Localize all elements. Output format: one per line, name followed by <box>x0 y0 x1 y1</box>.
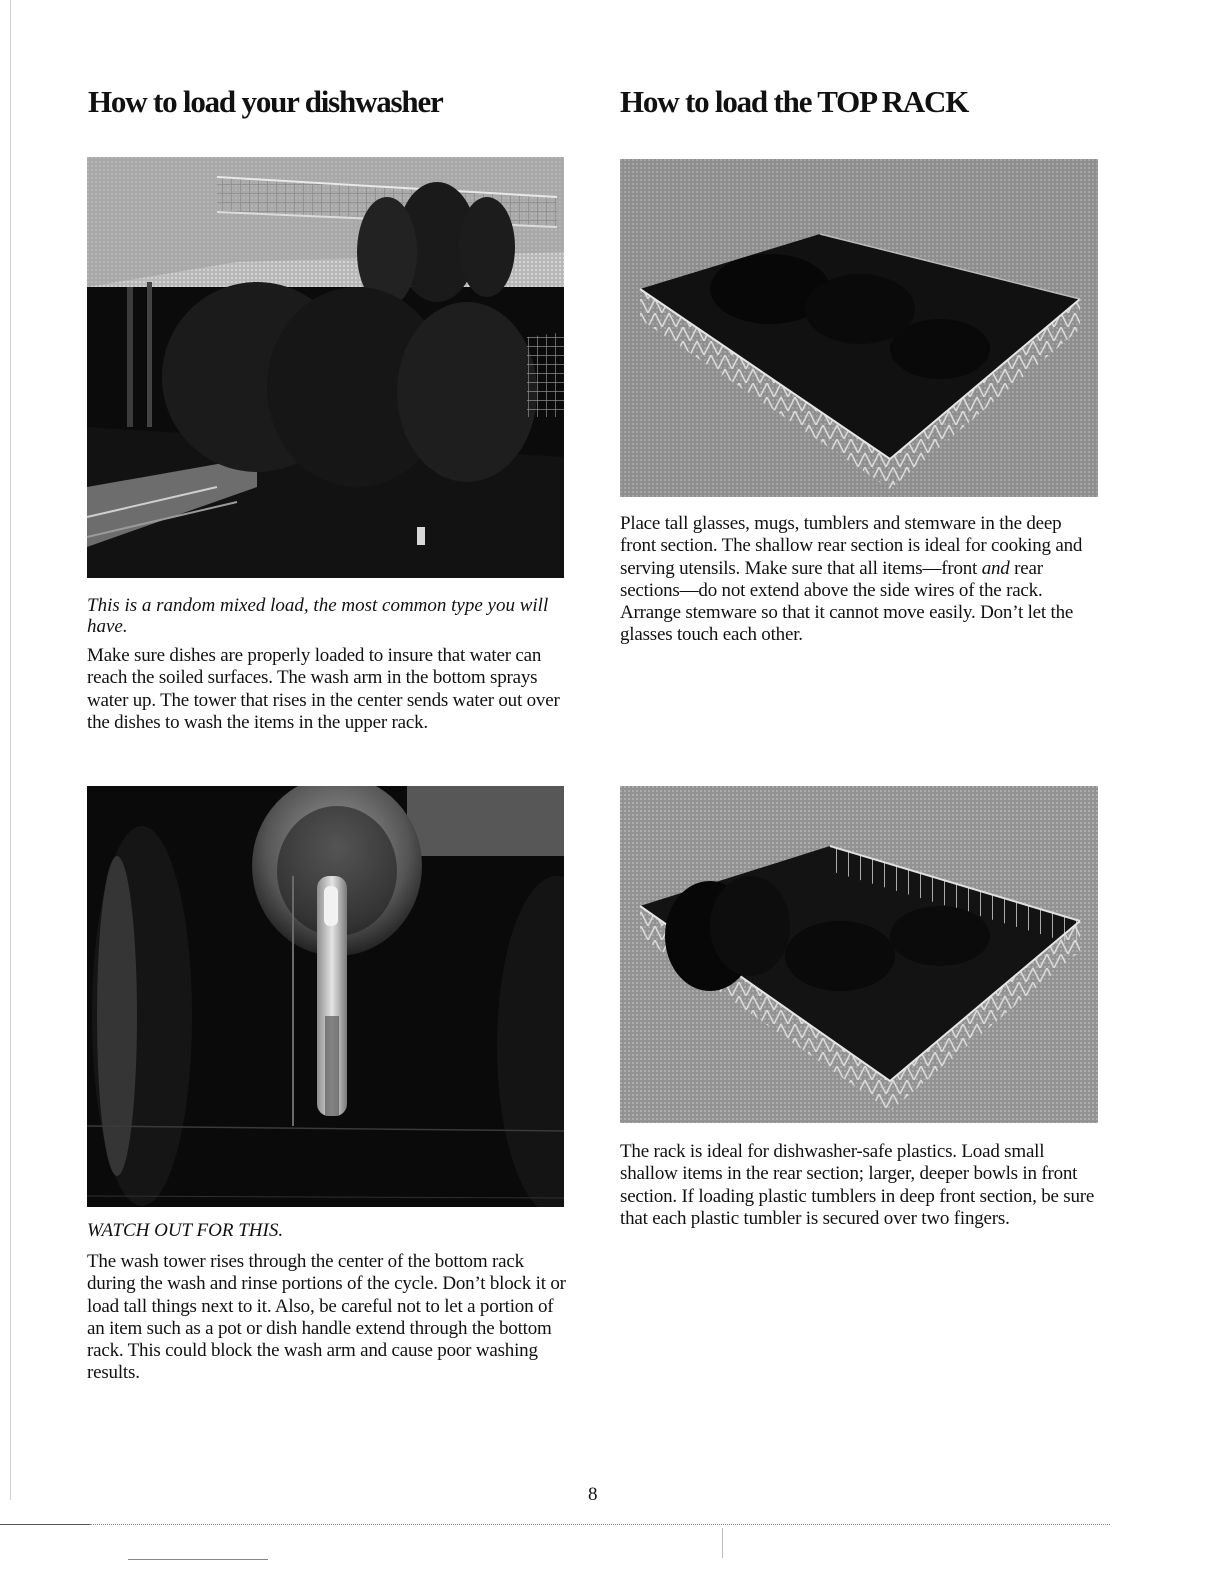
top-rack-plastics-photo <box>620 786 1098 1123</box>
scan-edge-line <box>10 0 11 1500</box>
top-rack-glasses-text <box>620 513 1100 647</box>
mixed-load-caption: This is a random mixed load, the most common type you will have. <box>87 595 549 637</box>
top-rack-text-part-1: Place tall glasses, mugs, tumblers and stemware in the deep front section. The shallow rear section is ideal for cooking and serving utensils. Make sure that all items—front <box>620 513 1083 579</box>
scan-tick-mark <box>722 1528 723 1558</box>
top-rack-text-emphasis: and <box>981 557 1010 579</box>
footer-rule-left <box>0 1524 90 1525</box>
footer-blue-rule <box>128 1559 268 1560</box>
heading-load-dishwasher: How to load your dishwasher <box>88 84 443 119</box>
loading-instructions-text: Make sure dishes are properly loaded to insure that water can reach the soiled surfaces. The wash arm in the bottom sprays water up. The tower that rises in the center sends water out over the dishes to wash the items in the upper rack. <box>87 645 560 733</box>
footer-dotted-rule <box>90 1524 1110 1525</box>
plastics-loading-text: The rack is ideal for dishwasher-safe plastics. Load small shallow items in the rear section; larger, deeper bowls in front section. If loading plastic tumblers in deep front section, be sure that each plastic tumbler is secured over two fingers. <box>620 1141 1095 1229</box>
wash-tower-text: The wash tower rises through the center of the bottom rack during the wash and rinse portions of the cycle. Don’t block it or load tall things next to it. Also, be careful not to let a portion of an item such as a pot or dish handle extend through the bottom rack. This could block the wash arm and cause poor washing results. <box>87 1251 566 1384</box>
top-rack-text-part-2: rear sections—do not extend above the side wires of the rack. Arrange stemware so that it cannot move easily. Don’t let the glasses touch each other. <box>620 557 1074 646</box>
page-number: 8 <box>588 1484 598 1505</box>
top-rack-glasses-photo <box>620 159 1098 497</box>
wash-tower-photo <box>87 786 564 1207</box>
heading-load-top-rack: How to load the TOP RACK <box>620 84 969 119</box>
watch-out-caption: WATCH OUT FOR THIS. <box>87 1220 284 1241</box>
mixed-load-photo <box>87 157 564 578</box>
